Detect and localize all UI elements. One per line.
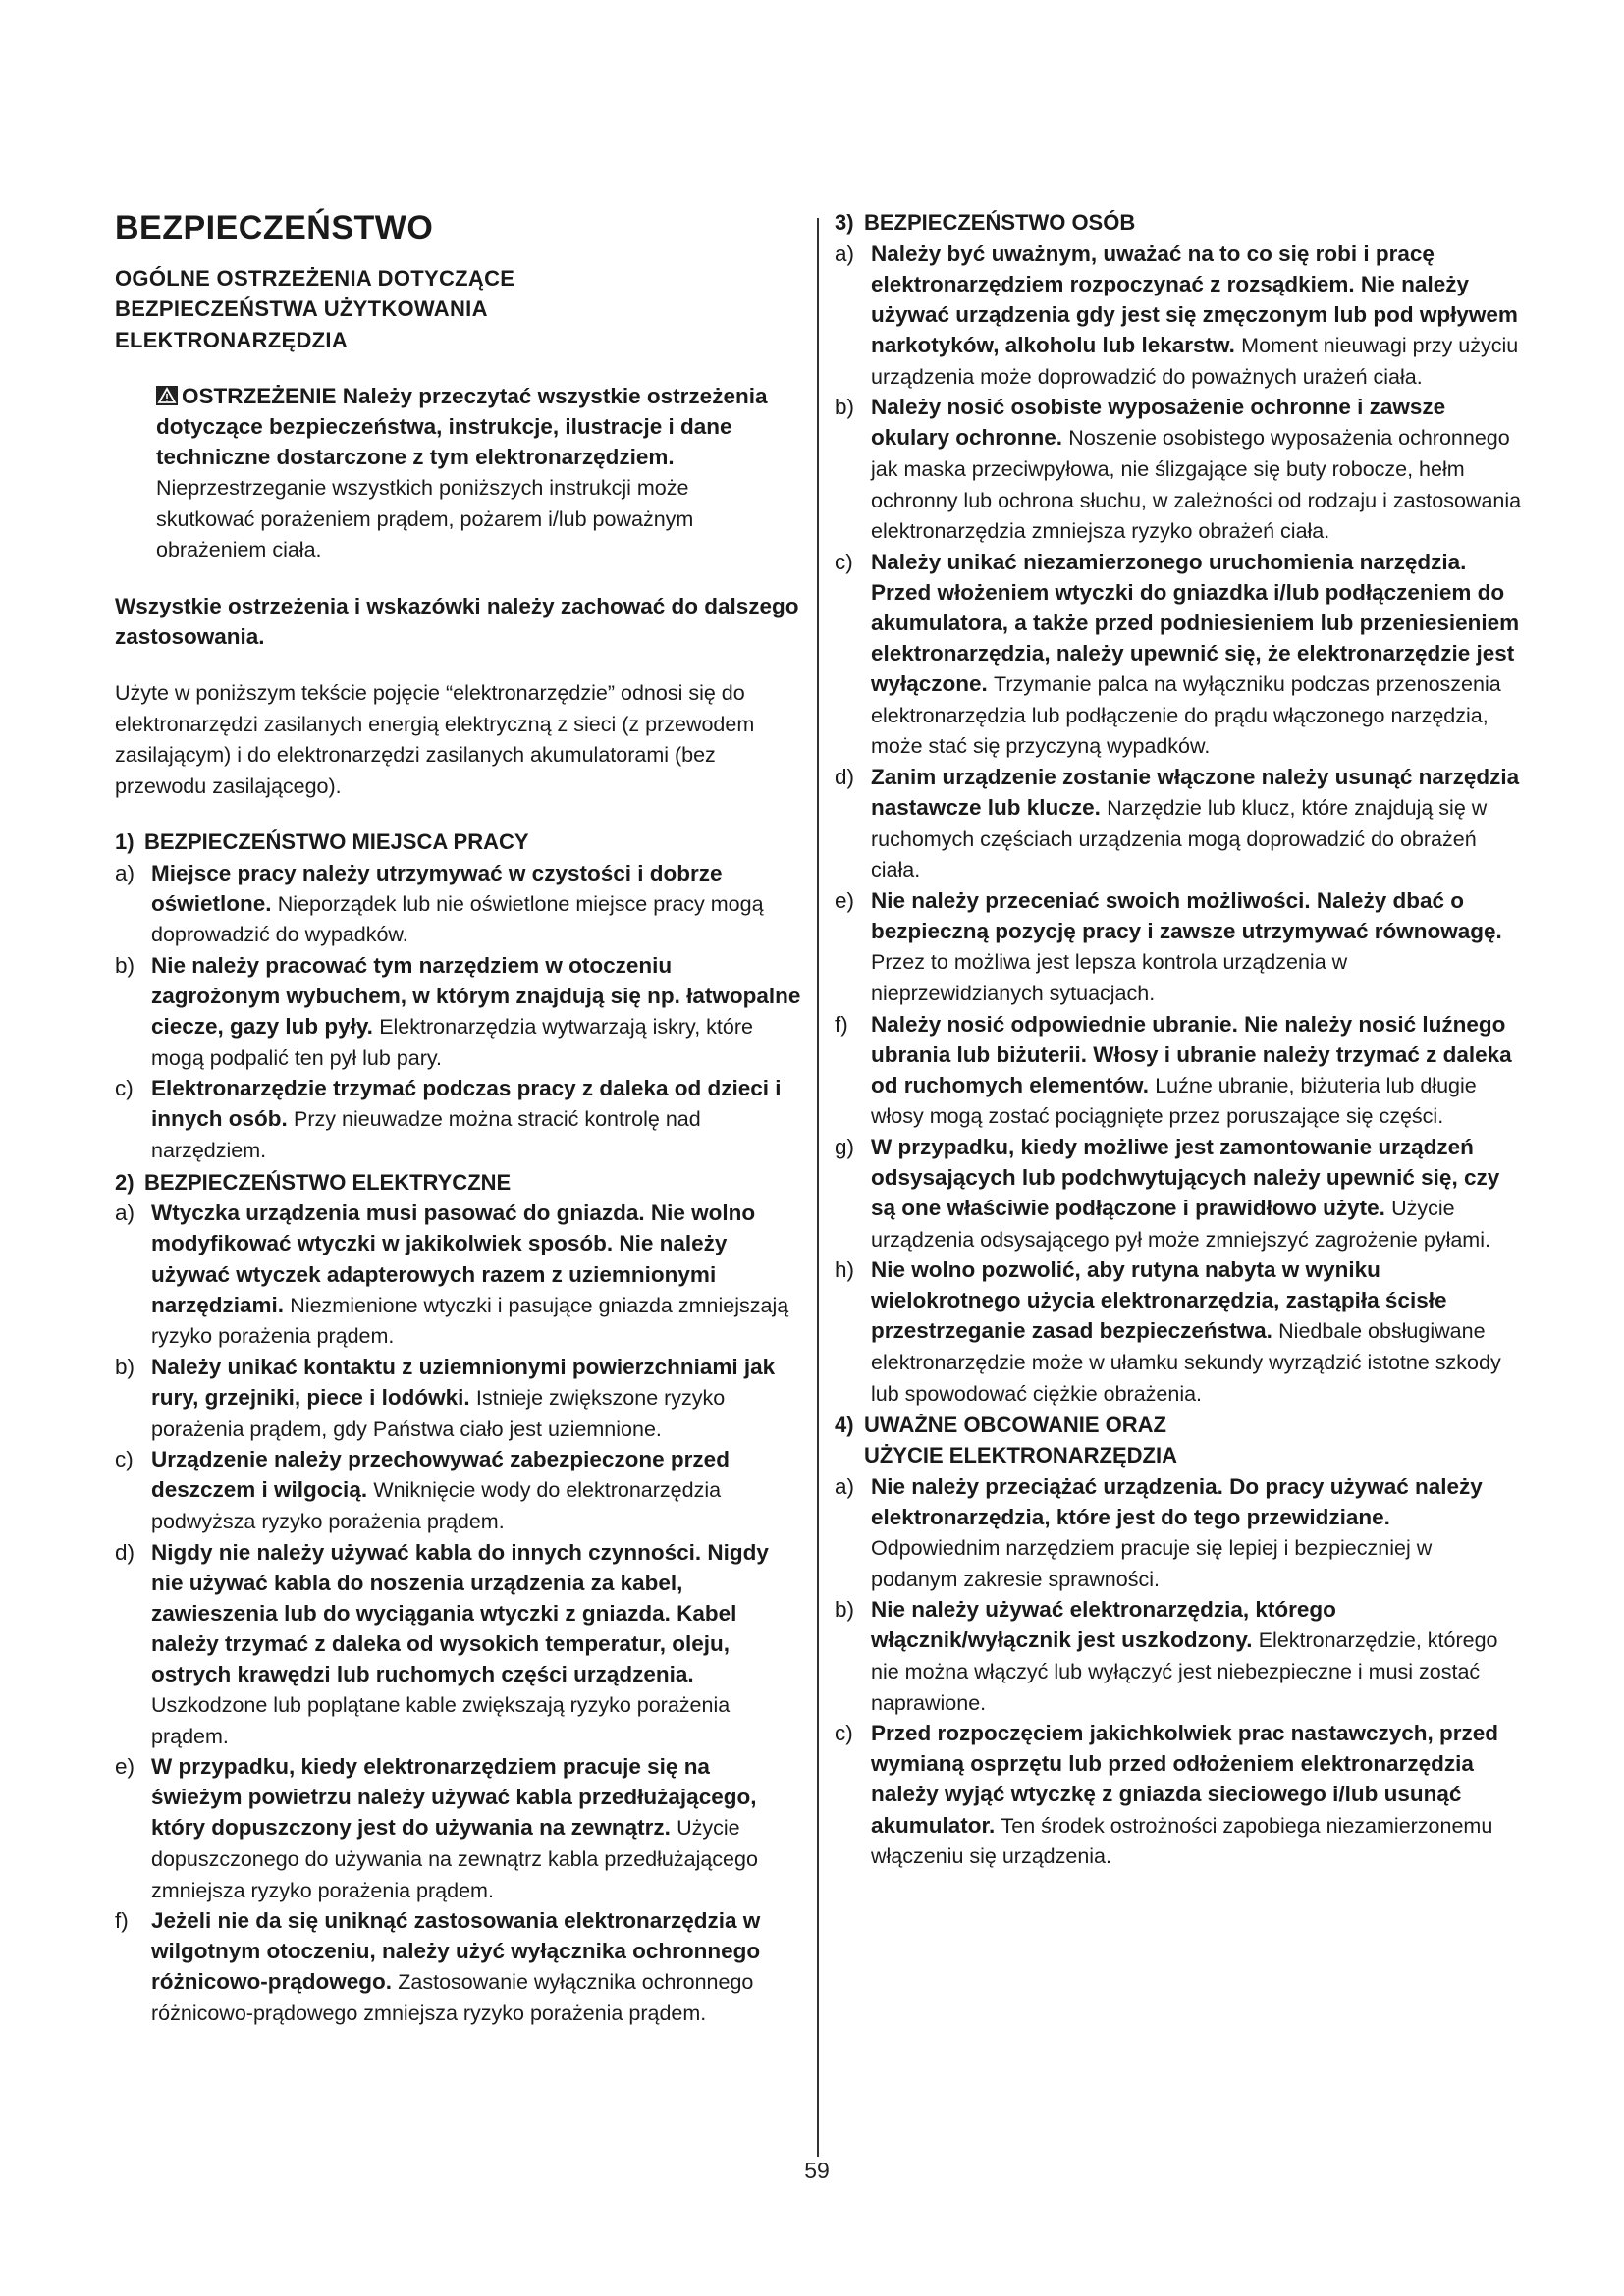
section-heading bbox=[835, 1411, 1522, 1471]
section-subtitle: OGÓLNE OSTRZEŻENIA DOTYCZĄCE BEZPIECZEŃSTWA UŻYTKOWANIA ELEKTRONARZĘDZIA bbox=[115, 266, 515, 352]
item-bold-text: Przed rozpoczęciem jakichkolwiek prac nastawczych, przed wymianą osprzętu lub przed odłożeniem elektronarzędzia należy wyjąć wtyczkę z gniazda sieciowego i/lub usunąć akumulator. bbox=[871, 1721, 1498, 1838]
item-normal-text: Przy nieuwadze można stracić kontrolę nad narzędziem. bbox=[151, 1107, 701, 1162]
item-normal-text: Moment nieuwagi przy użyciu urządzenia może doprowadzić do poważnych urażeń ciała. bbox=[871, 333, 1519, 389]
item-bold-text: Należy być uważnym, uważać na to co się robi i pracę elektronarzędziem rozpoczynać z rozsądkiem. Nie należy używać urządzenia gdy jest się zmęczonym lub pod wpływem narkotyków, alkoholu lub lekarstw. bbox=[871, 240, 1518, 357]
list-item bbox=[115, 858, 802, 950]
item-bold-text: Nie należy przeciążać urządzenia. Do pracy używać należy elektronarzędzia, które jest do tego przewidziane. bbox=[871, 1473, 1483, 1530]
item-normal-text: Elektronarzędzie, którego nie można włączyć lub wyłączyć jest niebezpieczne i musi zostać naprawione. bbox=[871, 1629, 1498, 1715]
section-number: 4) bbox=[835, 1413, 854, 1438]
section-2 bbox=[115, 1168, 802, 2029]
item-normal-text: Elektronarzędzia wytwarzają iskry, które mogą podpalić ten pył lub pary. bbox=[151, 1014, 753, 1070]
section-number: 3) bbox=[835, 210, 854, 235]
item-normal-text: Luźne ubranie, biżuteria lub długie włosy mogą zostać pociągnięte przez poruszające się części. bbox=[871, 1073, 1477, 1129]
list-item bbox=[835, 392, 1522, 547]
list-item bbox=[115, 1198, 802, 1351]
item-normal-text: Trzymanie palca na wyłączniku podczas przenoszenia elektronarzędzia lub podłączenie do prądu włączonego narzędzia, może stać się przyczyną wypadków. bbox=[871, 672, 1501, 759]
item-letter: d) bbox=[115, 1539, 135, 1565]
warning-paragraph bbox=[115, 381, 773, 565]
right-sections bbox=[835, 208, 1522, 1872]
item-normal-text: Uszkodzone lub poplątane kable zwiększają ryzyko porażenia prądem. bbox=[151, 1692, 731, 1748]
keep-instructions-text: Wszystkie ostrzeżenia i wskazówki należy zachować do dalszego zastosowania. bbox=[115, 594, 799, 650]
section-number: 1) bbox=[115, 828, 135, 854]
section-heading bbox=[115, 828, 802, 858]
item-letter: a) bbox=[115, 1201, 135, 1226]
item-letter: b) bbox=[115, 952, 135, 978]
item-bold-text: Nie należy używać elektronarzędzia, którego włącznik/wyłącznik jest uszkodzony. bbox=[871, 1597, 1336, 1653]
item-letter: c) bbox=[115, 1447, 134, 1472]
list-item bbox=[835, 547, 1522, 762]
item-letter: a) bbox=[115, 860, 135, 885]
item-bold-text: Urządzenie należy przechowywać zabezpieczone przed deszczem i wilgocią. bbox=[151, 1447, 730, 1503]
item-bold-text: Elektronarzędzie trzymać podczas pracy z daleka od dzieci i innych osób. bbox=[151, 1076, 782, 1132]
item-bold-text: Nigdy nie należy używać kabla do innych czynności. Nigdy nie używać kabla do noszenia urządzenia za kabel, zawieszenia lub do wyciągania wtyczki z gniazda. Kabel należy trzymać z daleka od wysokich temperatur, oleju, ostrych krawędzi lub ruchomych części urządzenia. bbox=[151, 1539, 769, 1686]
item-normal-text: Przez to możliwa jest lepsza kontrola urządzenia w nieprzewidzianych sytuacjach. bbox=[871, 950, 1348, 1005]
section-heading bbox=[835, 208, 1522, 239]
warning-normal-text: Nieprzestrzeganie wszystkich poniższych instrukcji może skutkować porażeniem prądem, pożarem i/lub poważnym obrażeniem ciała. bbox=[156, 476, 694, 562]
list-item bbox=[115, 1352, 802, 1444]
list-item bbox=[115, 1905, 802, 2028]
item-normal-text: Ten środek ostrożności zapobiega niezamierzonemu włączeniu się urządzenia. bbox=[871, 1813, 1493, 1869]
item-normal-text: Noszenie osobistego wyposażenia ochronnego jak maska przeciwpyłowa, nie ślizgające się buty robocze, hełm ochronny lub ochrona słuchu, w zależności od rodzaju i zastosowania elektronarzędzia zmniejsza ryzyko obrażeń ciała. bbox=[871, 426, 1522, 544]
list-item bbox=[115, 1751, 802, 1905]
item-letter: a) bbox=[835, 1473, 855, 1499]
item-letter: f) bbox=[835, 1011, 848, 1037]
item-normal-text: Istnieje zwiększone ryzyko porażenia prądem, gdy Państwa ciało jest uziemnione. bbox=[151, 1385, 726, 1441]
item-normal-text: Niedbale obsługiwane elektronarzędzie może w ułamku sekundy wyrządzić istotne szkody lub spowodować ciężkie obrażenia. bbox=[871, 1319, 1501, 1406]
item-letter: e) bbox=[835, 888, 855, 914]
list-item bbox=[835, 1009, 1522, 1132]
item-letter: e) bbox=[115, 1754, 135, 1780]
item-letter: g) bbox=[835, 1134, 855, 1159]
item-normal-text: Narzędzie lub klucz, które znajdują się w ruchomych częściach urządzenia mogą doprowadzić do obrażeń ciała. bbox=[871, 796, 1488, 882]
warning-triangle-icon bbox=[156, 386, 178, 405]
item-bold-text: Należy nosić odpowiednie ubranie. Nie należy nosić luźnego ubrania lub biżuterii. Włosy i ubranie należy trzymać z daleka od ruchomych elementów. bbox=[871, 1011, 1512, 1097]
item-bold-text: Jeżeli nie da się uniknąć zastosowania elektronarzędzia w wilgotnym otoczeniu, należy użyć wyłącznika ochronnego różnicowo-prądowego. bbox=[151, 1908, 761, 1995]
item-bold-text: Nie wolno pozwolić, aby rutyna nabyta w wyniku wielokrotnego użycia elektronarzędzia, zastąpiła ścisłe przestrzeganie zasad bezpieczeństwa. bbox=[871, 1257, 1447, 1344]
list-item bbox=[835, 762, 1522, 885]
item-bold-text: Nie należy przeceniać swoich możliwości. Należy dbać o bezpieczną pozycję pracy i zawsze utrzymywać równowagę. bbox=[871, 888, 1502, 944]
page-number: 59 bbox=[804, 2158, 830, 2183]
item-letter: d) bbox=[835, 765, 855, 790]
left-sections bbox=[115, 828, 802, 2029]
list-item bbox=[835, 239, 1522, 392]
list-item bbox=[115, 1444, 802, 1536]
left-column bbox=[115, 206, 802, 2029]
item-letter: b) bbox=[835, 1597, 855, 1623]
list-item bbox=[115, 1537, 802, 1752]
item-bold-text: W przypadku, kiedy możliwe jest zamontowanie urządzeń odsysających lub podchwytujących należy upewnić się, czy są one właściwie podłączone i prawidłowo użyte. bbox=[871, 1134, 1500, 1220]
section-title: BEZPIECZEŃSTWO OSÓB bbox=[864, 210, 1136, 235]
item-bold-text: Zanim urządzenie zostanie włączone należy usunąć narzędzia nastawcze lub klucze. bbox=[871, 765, 1520, 821]
right-column bbox=[835, 206, 1522, 1872]
item-letter: c) bbox=[835, 549, 853, 574]
section-title: UWAŻNE OBCOWANIE ORAZ UŻYCIE ELEKTRONARZĘDZIA bbox=[864, 1413, 1177, 1468]
section-4 bbox=[835, 1411, 1522, 1871]
list-item bbox=[835, 1594, 1522, 1718]
item-letter: b) bbox=[835, 395, 855, 420]
item-letter: h) bbox=[835, 1257, 855, 1283]
list-item bbox=[835, 1132, 1522, 1255]
section-title: BEZPIECZEŃSTWO ELEKTRYCZNE bbox=[144, 1169, 512, 1195]
keep-instructions bbox=[115, 591, 802, 652]
item-letter: a) bbox=[835, 240, 855, 266]
item-bold-text: Wtyczka urządzenia musi pasować do gniazda. Nie wolno modyfikować wtyczki w jakikolwiek sposób. Nie należy używać wtyczek adapterowych razem z uziemnionymi narzędziami. bbox=[151, 1201, 756, 1317]
section-1 bbox=[115, 828, 802, 1166]
column-divider bbox=[817, 218, 819, 2157]
list-item bbox=[115, 1073, 802, 1165]
list-item bbox=[835, 1471, 1522, 1594]
definition-paragraph bbox=[115, 677, 802, 802]
item-letter: f) bbox=[115, 1908, 129, 1934]
item-letter: b) bbox=[115, 1354, 135, 1379]
item-bold-text: Nie należy pracować tym narzędziem w otoczeniu zagrożonym wybuchem, w którym znajdują się np. łatwopalne ciecze, gazy lub pyły. bbox=[151, 952, 801, 1039]
section-title: BEZPIECZEŃSTWO MIEJSCA PRACY bbox=[144, 828, 529, 854]
section-heading bbox=[115, 1168, 802, 1199]
item-normal-text: Użycie dopuszczonego do używania na zewnątrz kabla przedłużającego zmniejsza ryzyko porażenia prądem. bbox=[151, 1816, 758, 1902]
item-bold-text: Miejsce pracy należy utrzymywać w czystości i dobrze oświetlone. bbox=[151, 860, 723, 916]
item-bold-text: W przypadku, kiedy elektronarzędziem pracuje się na świeżym powietrzu należy używać kabla przedłużającego, który dopuszczony jest do używania na zewnątrz. bbox=[151, 1754, 757, 1841]
item-normal-text: Zastosowanie wyłącznika ochronnego różnicowo-prądowego zmniejsza ryzyko porażenia prądem. bbox=[151, 1970, 754, 2025]
item-normal-text: Wniknięcie wody do elektronarzędzia podwyższa ryzyko porażenia prądem. bbox=[151, 1478, 722, 1533]
item-normal-text: Odpowiednim narzędziem pracuje się lepiej i bezpieczniej w podanym zakresie sprawności. bbox=[871, 1536, 1433, 1591]
list-item bbox=[835, 1255, 1522, 1409]
item-bold-text: Należy nosić osobiste wyposażenie ochronne i zawsze okulary ochronne. bbox=[871, 395, 1446, 451]
section-number: 2) bbox=[115, 1169, 135, 1195]
item-normal-text: Użycie urządzenia odsysającego pył może zmniejszyć zagrożenie pyłami. bbox=[871, 1197, 1490, 1252]
list-item bbox=[835, 885, 1522, 1008]
item-bold-text: Należy unikać niezamierzonego uruchomienia narzędzia. Przed włożeniem wtyczki do gniazdka i/lub podłączeniem do akumulatora, a także przed podniesieniem lub przeniesieniem elektronarzędzia, należy upewnić się, że elektronarzędzie jest wyłączone. bbox=[871, 549, 1520, 697]
list-item bbox=[835, 1718, 1522, 1871]
list-item bbox=[115, 950, 802, 1073]
item-letter: c) bbox=[115, 1076, 134, 1101]
definition-text: Użyte w poniższym tekście pojęcie “elektronarzędzie” odnosi się do elektronarzędzi zasilanych energią elektryczną z sieci (z przewodem zasilającym) i do elektronarzędzi zasilanych akumulatorami (bez przewodu zasilającego). bbox=[115, 681, 755, 799]
warning-bold-text: OSTRZEŻENIE Należy przeczytać wszystkie ostrzeżenia dotyczące bezpieczeństwa, instrukcje, ilustracje i dane techniczne dostarczone z tym elektronarzędziem. bbox=[156, 383, 768, 469]
item-bold-text: Należy unikać kontaktu z uziemnionymi powierzchniami jak rury, grzejniki, piece i lodówki. bbox=[151, 1354, 776, 1410]
item-normal-text: Nieporządek lub nie oświetlone miejsce pracy mogą doprowadzić do wypadków. bbox=[151, 891, 764, 947]
item-letter: c) bbox=[835, 1721, 853, 1746]
page-title: BEZPIECZEŃSTWO bbox=[115, 209, 434, 246]
section-3 bbox=[835, 208, 1522, 1409]
item-normal-text: Niezmienione wtyczki i pasujące gniazda zmniejszają ryzyko porażenia prądem. bbox=[151, 1293, 789, 1349]
